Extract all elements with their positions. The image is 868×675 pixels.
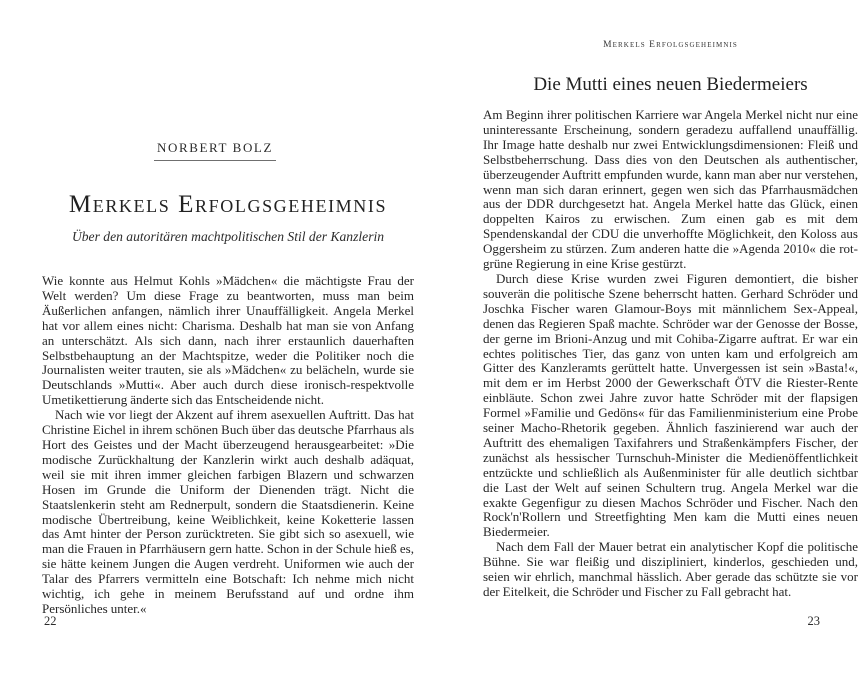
section-heading: Die Mutti eines neuen Biedermeiers xyxy=(533,74,808,95)
right-page xyxy=(483,0,858,675)
chapter-title: Merkels Erfolgsgeheimnis xyxy=(68,191,388,218)
left-page xyxy=(42,0,414,675)
page-number-right: 23 xyxy=(807,614,820,628)
chapter-subtitle: Über den autoritären machtpolitischen Stil der Kanzlerin xyxy=(71,229,385,244)
paragraph: Durch diese Krise wurden zwei Figuren demontiert, die bisher souverän die politische Szene beherrscht hatten. Gerhard Schröder und Joschka Fischer waren Glamour-Boys mit männlichem Sex-Appeal, denen das Regieren Spaß machte. Schröder war der Genosse der Bosse, der gerne im Brioni-Anzug und mit Cohiba-Zigarre auftrat. Er war ein echtes politisches Tier, das ganz von unten kam und erfolgreich am Gitter des Kanzleramts gerüttelt hatte. Unvergessen ist sein »Basta!«, mit dem er im Herbst 2000 der Gewerkschaft ÖTV die Riester-Rente einbläute. Schon zwei Jahre zuvor hatte Schröder mit der flapsigen Formel »Familie und Gedöns« für das Familienministerium eine Probe seiner Macho-Rhetorik gegeben. Ähnlich faszinierend war auch der Auftritt des ehemaligen Taxifahrers und Straßenkämpfers Fischer, der zunächst als hessischer Turnschuh-Minister die Medienöffentlichkeit entzückte und schließlich als Außenminister für alle deutlich sichtbar die Last der Welt auf seinen Schultern trug. Angela Merkel war die exakte Gegenfigur zu diesen Machos Schröder und Fischer. Nach den Rock'n'Rollern und Streetfighting Men kam die Mutti eines neuen Biedermeier. xyxy=(483,270,858,540)
right-page-body xyxy=(483,108,858,600)
paragraph: Am Beginn ihrer politischen Karriere war Angela Merkel nicht nur eine uninteressante Erscheinung, sondern geradezu auffallend unauffällig. Ihr Image hatte deshalb nur zwei Entwicklungsdimensionen: Fleiß und Selbstbeherrschung. Dass dies von den Deutschen als authentischer, überzeugender Auftritt empfunden wurde, kann man aber nur verstehen, wenn man sich daran erinnert, gegen wen sich das Pfarrhausmädchen aus der DDR durchgesetzt hat. Angela Merkel hatte das Glück, einen doppelten Kairos zu erwischen. Zum einen gab es mit dem Spendenskandal der CDU die unverhoffte Möglichkeit, den Koloss aus Oggersheim zu stürzen. Zum anderen hatte die »Agenda 2010« die rot-grüne Regierung in eine Krise gestürzt. xyxy=(483,107,858,272)
page-number-left: 22 xyxy=(44,614,57,628)
author-block xyxy=(29,139,401,161)
paragraph: Nach wie vor liegt der Akzent auf ihrem asexuellen Auftritt. Das hat Christine Eichel in ihrem schönen Buch über das deutsche Pfarrhaus als Hort des Geistes und der Macht überzeugend herausgearbeitet: »Die modische Zurückhaltung der Kanzlerin wirkt auch deshalb adäquat, weil sie mit ihren immer gleichen farbigen Blazern und schwarzen Hosen im Grunde die Uniform der Dienenden trägt. Nicht die Staatslenkerin steht am Rednerpult, sondern die Staatsdienerin. Keine modische Übertreibung, keine Weiblichkeit, keine Koketterie lassen das Amt hinter der Person zurücktreten. Sie gibt sich so asexuell, wie man die Frauen in Pfarrhäusern gern hatte. Schon in der Schule hieß es, sie hätte keinem Jungen die Augen verdreht. Uniformen wie auch der Talar des Pfarrers vermitteln eine Botschaft: Ich nehme mich nicht wichtig, ich gehe in meinem Berufsstand auf und ordne ihm Persönliches unter.« xyxy=(42,407,415,616)
paragraph: Wie konnte aus Helmut Kohls »Mädchen« die mächtigste Frau der Welt werden? Um diese Frage zu beantworten, muss man beim Äußerlichen anfangen, nämlich ihrer Unauffälligkeit. Angela Merkel hat vor allem eines nicht: Charisma. Deshalb hat man sie von Anfang an unterschätzt. Als sich dann, nach ihrer erstaunlich dauerhaften Selbstbehauptung an der Machtspitze, weder die Politiker noch die Journalisten weiter trauten, sie als »Mädchen« zu belächeln, wurde sie Deutschlands »Mutti«. Aber auch durch diese ironisch-respektvolle Umetikettierung änderte sich das Entscheidende nicht. xyxy=(42,273,414,408)
running-head: Merkels Erfolgsgeheimnis xyxy=(603,40,738,50)
left-page-body xyxy=(42,274,414,617)
paragraph: Nach dem Fall der Mauer betrat ein analytischer Kopf die politische Bühne. Sie war fleißig und diszipliniert, kinderlos, geschieden und, seien wir ehrlich, manchmal hässlich. Aber gerade das schützte sie vor der Eitelkeit, die Schröder und Fischer zu Fall gebracht hat. xyxy=(483,539,858,599)
author-name: NORBERT BOLZ xyxy=(154,140,276,161)
